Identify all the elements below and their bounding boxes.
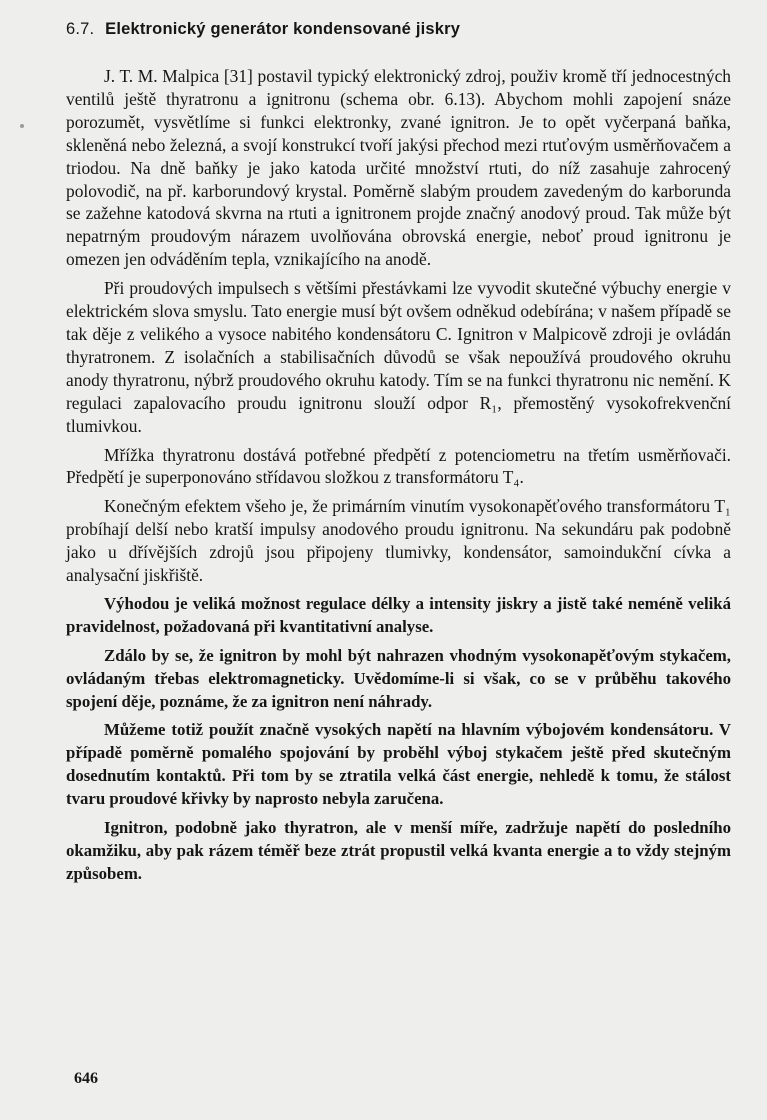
paragraph-high-voltage: Můžeme totiž použít značně vysokých napětí na hlavním výbojovém kondensátoru. V případě poměrně pomalého spojování by proběhl výboj stykačem ještě před skutečným dosednutím kontaktů. Při tom by se ztratila velká část energie, nehledě k tomu, že stálost tvaru proudové křivky by naprosto nebyla zaručena.	[66, 720, 731, 809]
page-number: 646	[74, 1070, 98, 1087]
paragraph-contactor: Zdálo by se, že ignitron by mohl být nahrazen vhodným vysokonapěťovým stykačem, ovládaným třebas elektromagneticky. Uvědomíme-li si však, co se v průběhu takového spojení děje, poznáme, že za ignitron není náhrady.	[66, 645, 731, 711]
body-text	[66, 65, 731, 886]
paragraph-ignitron-intro: J. T. M. Malpica [31] postavil typický elektronický zdroj, použiv kromě tří jednocestných ventilů ještě thyratronu a ignitronu (schema obr. 6.13). Abychom mohli zapojení snáze porozumět, vysvětlíme si funkci elektronky, zvané ignitron. Je to opět vyčerpaná baňka, skleněná nebo železná, a svojí konstrukcí tvoří jakýsi přechod mezi rtuťovým usměrňovačem a triodou. Na dně baňky je jako katoda určité množství rtuti, do níž zasahuje zahrocený polovodič, na př. karborundový krystal. Poměrně slabým proudem zavedeným do karborunda se zažehne katodová skvrna na rtuti a ignitronem projde značný anodový proud. Tak může být nepatrným proudovým nárazem uvolňována obrovská energie, neboť proud ignitronu je omezen jen odváděním tepla, vznikajícího na anodě.	[66, 66, 731, 270]
paragraph-final-effect: Konečným efektem všeho je, že primárním vinutím vysokonapěťového transformátoru T₁ probíhají delší nebo kratší impulsy anodového proudu ignitronu. Na sekundáru pak podobně jako u dřívějších zdrojů jsou připojeny tlumivky, kondensátor, samoindukční cívka a analysační jiskřiště.	[66, 496, 731, 586]
section-number: 6.7.	[66, 20, 95, 38]
section-heading	[66, 20, 731, 39]
paragraph-conclusion: Ignitron, podobně jako thyratron, ale v menší míře, zadržuje napětí do posledního okamžiku, aby pak rázem téměř beze ztrát propustil velká kvanta energie a to vždy stejným způsobem.	[66, 818, 731, 883]
section-title: Elektronický generátor kondensované jiskry	[105, 20, 461, 38]
paragraph-current-impulses: Při proudových impulsech s většími přestávkami lze vyvodit skutečné výbuchy energie v elektrickém slova smyslu. Tato energie musí být ovšem odněkud odebírána; v našem případě se tak děje z velikého a vysoce nabitého kondensátoru C. Ignitron v Malpicově zdroji je ovládán thyratronem. Z isolačních a stabilisačních důvodů se však nepoužívá proudového okruhu anody thyratronu, nýbrž proudového okruhu katody. Tím se na funkci thyratronu nic nemění. K regulaci zapalovacího proudu ignitronu slouží odpor R₁, přemostěný vysokofrekvenční tlumivkou.	[66, 278, 731, 436]
paragraph-advantage: Výhodou je veliká možnost regulace délky a intensity jiskry a jistě také neméně veliká pravidelnost, požadovaná při kvantitativní analyse.	[66, 593, 731, 636]
paragraph-thyratron-grid: Mřížka thyratronu dostává potřebné předpětí z potenciometru na třetím usměrňovači. Předpětí je superponováno střídavou složkou z transformátoru T₄.	[66, 444, 731, 488]
margin-speck	[20, 124, 24, 128]
